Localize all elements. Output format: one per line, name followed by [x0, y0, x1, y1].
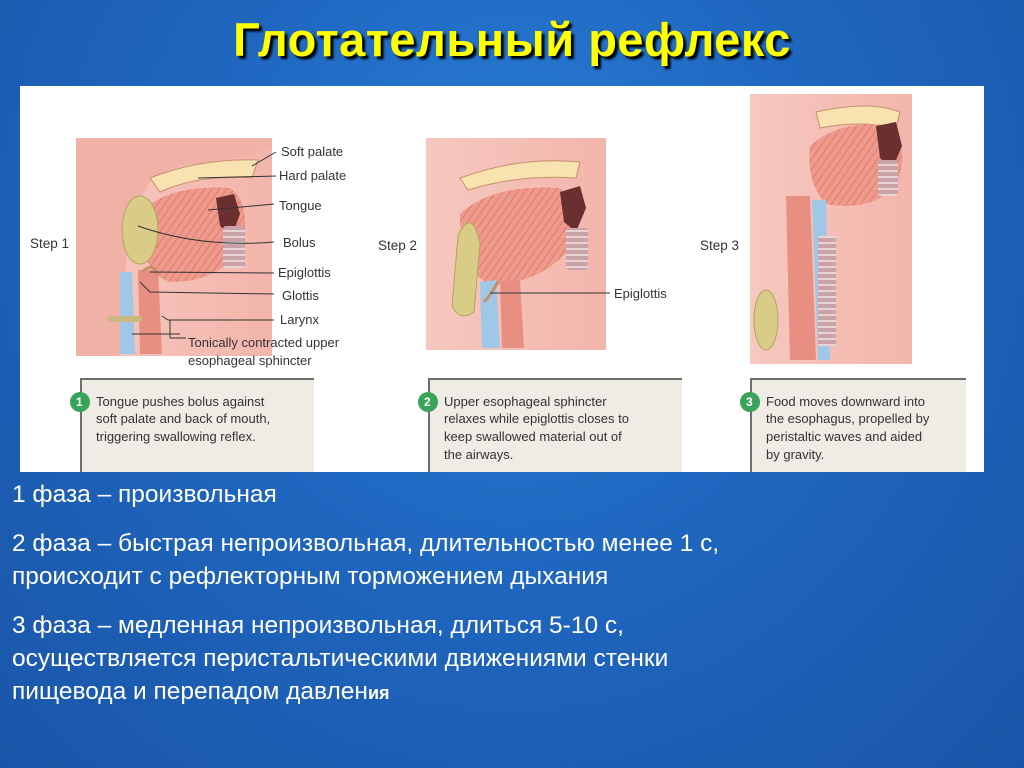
label-larynx: Larynx	[280, 312, 320, 327]
label-hard-palate: Hard palate	[279, 168, 347, 183]
caption2-line3: keep swallowed material out of	[444, 429, 622, 444]
step2-label: Step 2	[378, 238, 418, 253]
caption2-line2: relaxes while epiglottis closes to	[444, 411, 629, 426]
slide-title: Глотательный рефлекс	[233, 13, 791, 66]
swallowing-diagram	[20, 86, 984, 472]
caption1-line3: triggering swallowing reflex.	[96, 429, 256, 444]
step2-illustration	[426, 138, 610, 350]
label-soft-palate: Soft palate	[281, 144, 344, 159]
phases-text	[12, 478, 1012, 726]
phase-1	[12, 478, 1012, 511]
caption1-line1: Tongue pushes bolus against	[96, 394, 265, 409]
phase-2	[12, 527, 1012, 593]
diagram-svg	[20, 86, 984, 472]
caption-box-2	[418, 378, 682, 472]
caption3-line1: Food moves downward into	[766, 394, 925, 409]
caption2-line1: Upper esophageal sphincter	[444, 394, 607, 409]
caption-box-3	[740, 378, 966, 472]
phase-3-line3-tail: ия	[367, 683, 390, 703]
label-epiglottis: Epiglottis	[278, 265, 331, 280]
step1-number: 1	[76, 395, 83, 409]
caption2-line4: the airways.	[444, 447, 514, 462]
phase-3-line1: 3 фаза – медленная непроизвольная, длиться 5-10 с,	[12, 612, 624, 639]
step2-number: 2	[424, 395, 431, 409]
label-sphincter-line1: Tonically contracted upper	[188, 335, 340, 350]
label-bolus: Bolus	[283, 235, 316, 250]
label-sphincter-line2: esophageal sphincter	[188, 353, 312, 368]
caption-box-1	[70, 378, 314, 472]
phase-3	[12, 609, 1012, 710]
phase-2-line1: 2 фаза – быстрая непроизвольная, длительностью менее 1 с,	[12, 530, 720, 557]
step2-label-epiglottis: Epiglottis	[614, 286, 667, 301]
phase-3-line3	[12, 675, 1012, 710]
label-glottis: Glottis	[282, 288, 319, 303]
label-tongue: Tongue	[279, 198, 322, 213]
phase-1-line1: 1 фаза – произвольная	[12, 481, 277, 508]
phase-3-line3-main: пищевода и перепадом давлен	[12, 678, 368, 705]
caption3-line3: peristaltic waves and aided	[766, 429, 923, 444]
phase-2-line2: происходит с рефлекторным торможением дыхания	[12, 563, 609, 590]
caption3-line4: by gravity.	[766, 447, 825, 462]
caption1-line2: soft palate and back of mouth,	[96, 411, 271, 426]
caption3-line2: the esophagus, propelled by	[766, 411, 930, 426]
step1-label: Step 1	[30, 236, 70, 251]
step1-illustration	[76, 138, 272, 356]
phase-3-line2: осуществляется перистальтическими движениями стенки	[12, 645, 669, 672]
step3-number: 3	[746, 395, 753, 409]
step3-illustration	[750, 94, 912, 364]
step3-label: Step 3	[700, 238, 740, 253]
